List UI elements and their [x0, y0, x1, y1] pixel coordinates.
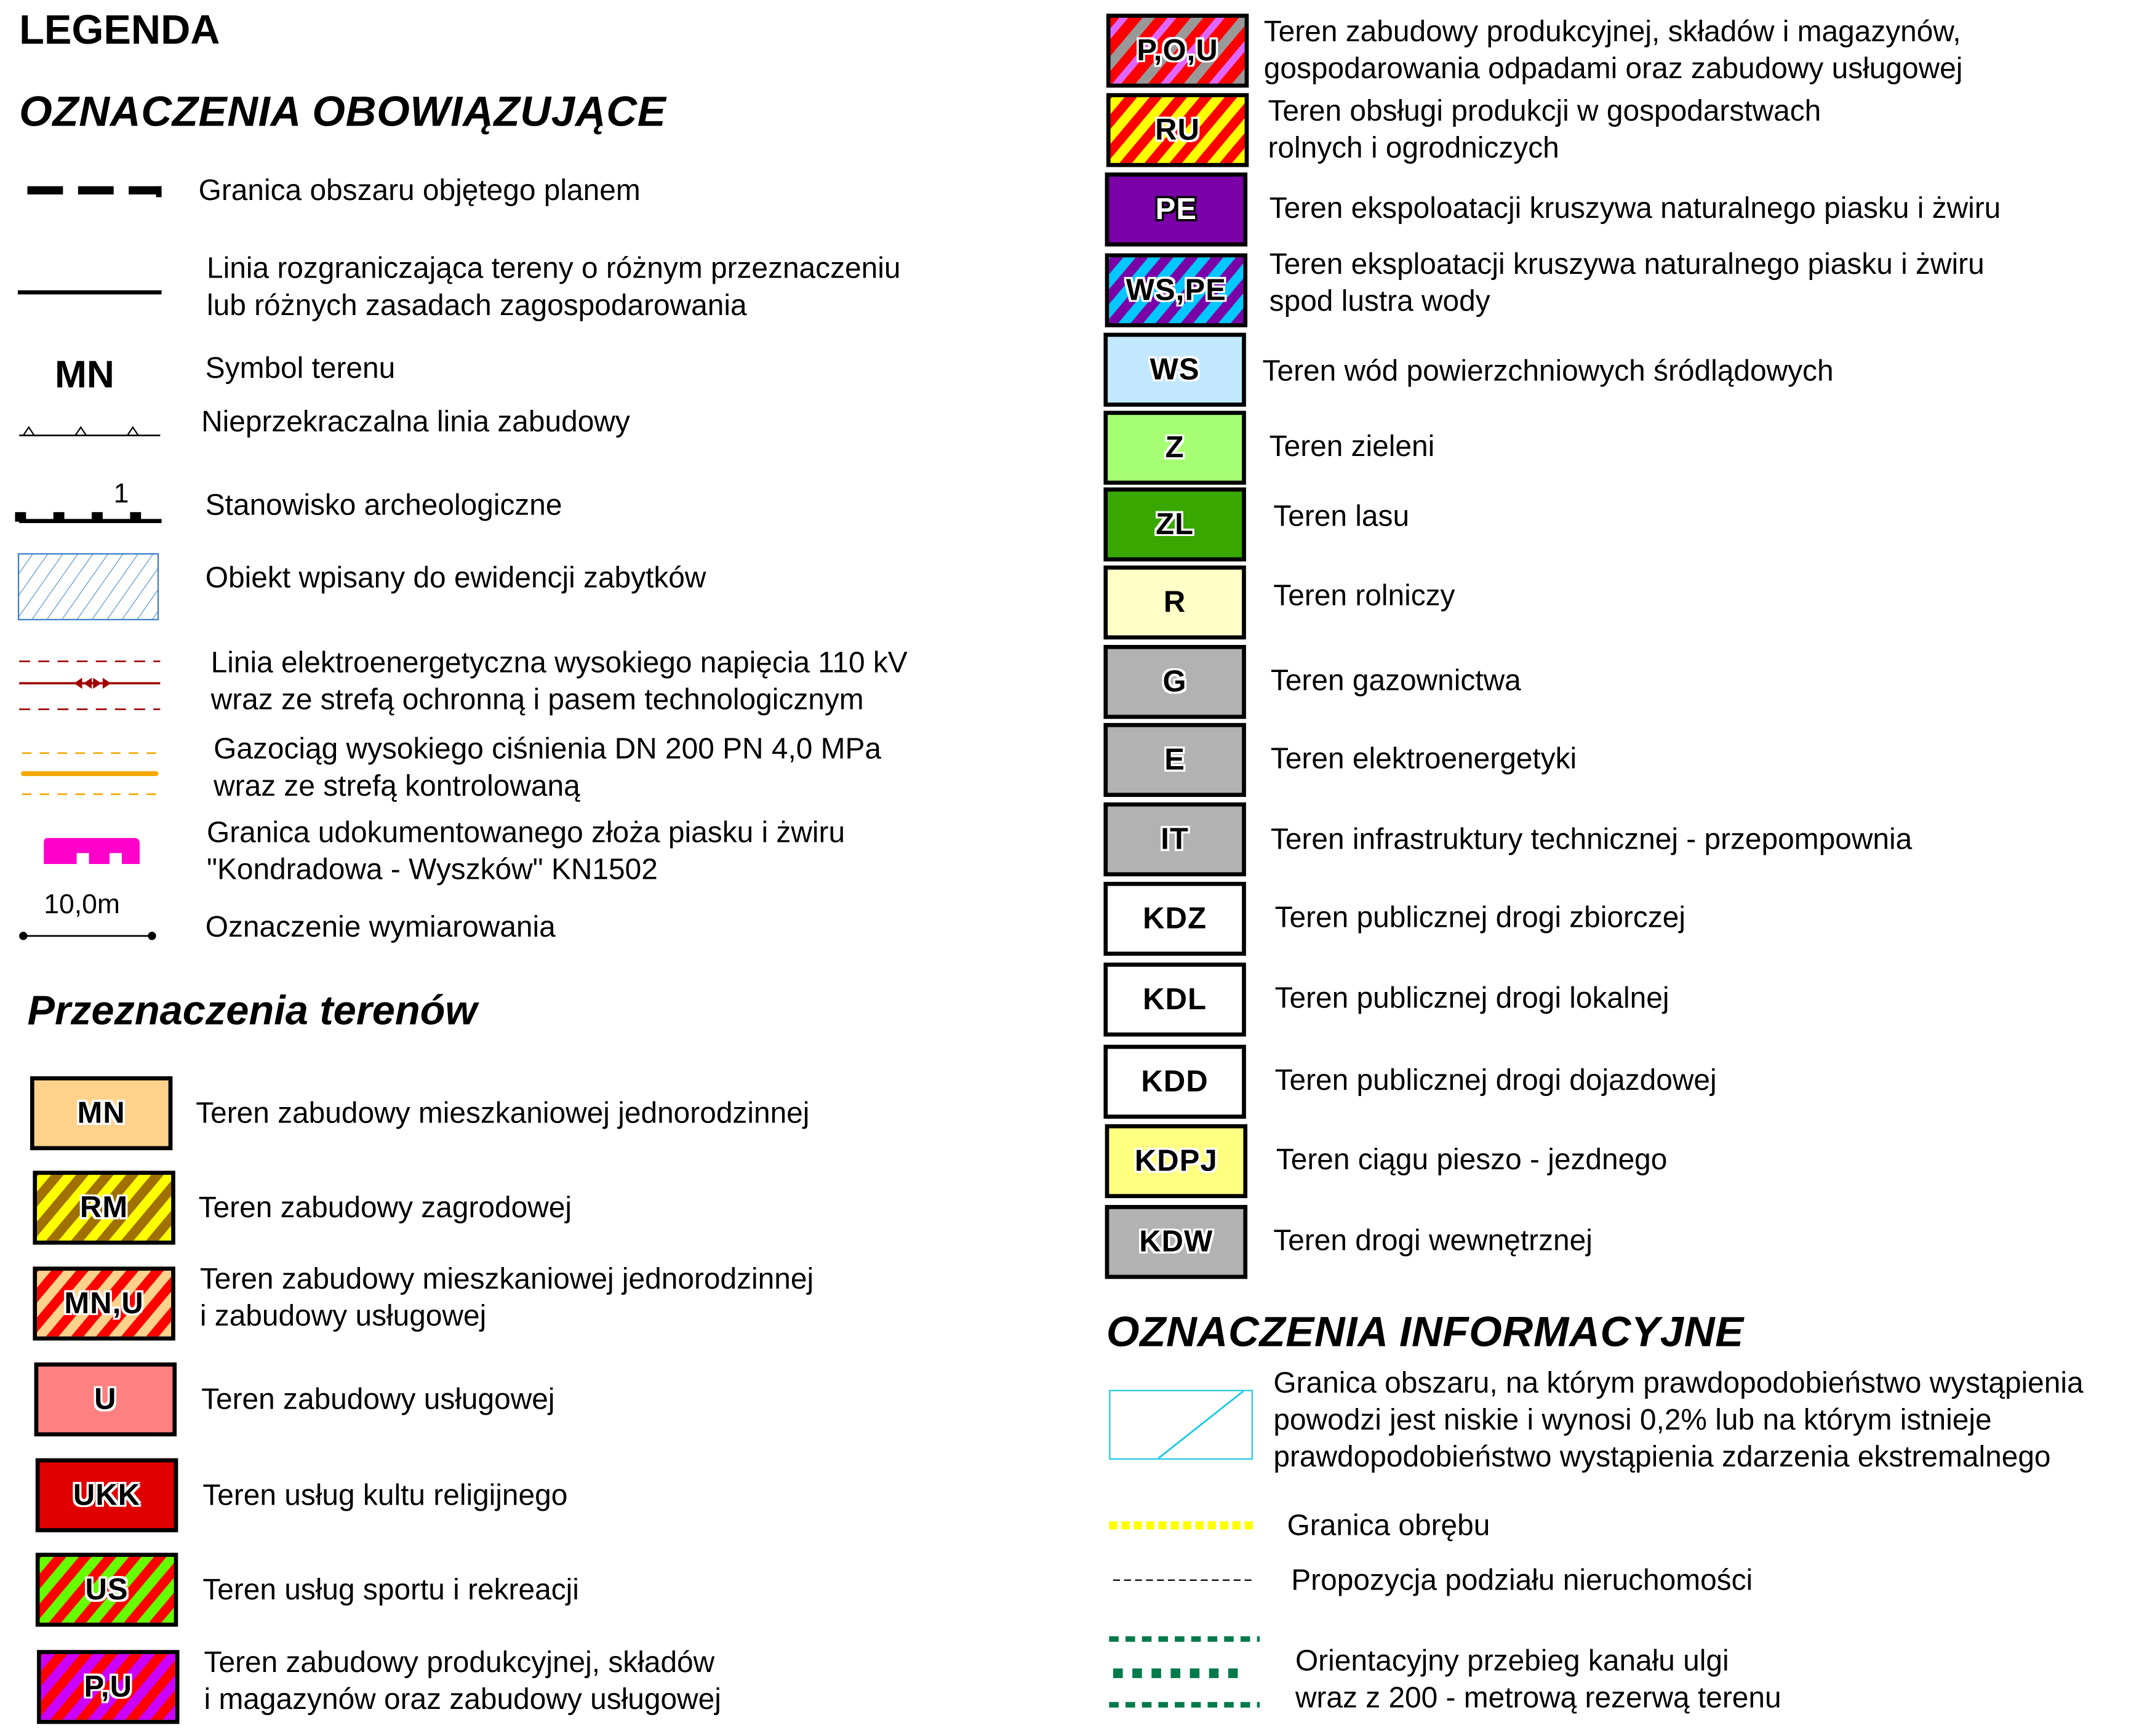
swatch-R: R	[1103, 566, 1245, 639]
property-division-symbol	[1113, 1577, 1255, 1583]
swatch-KDZ: KDZ	[1103, 882, 1245, 956]
legend-label: Teren infrastruktury technicznej - przepompownia	[1270, 823, 1913, 856]
swatch-WS: WS	[1103, 333, 1245, 407]
legend-label: Granica obrębu	[1287, 1509, 1490, 1542]
archaeological-site-number: 1	[113, 479, 129, 510]
legend-label: Teren wód powierzchniowych śródlądowych	[1262, 354, 1834, 388]
power-line-symbol	[19, 657, 161, 714]
binding-section-heading: OZNACZENIA OBOWIĄZUJĄCE	[19, 87, 666, 136]
dimension-value: 10,0m	[44, 890, 120, 921]
legend-label: Obiekt wpisany do ewidencji zabytków	[205, 561, 706, 594]
legend-label: Gazociąg wysokiego ciśnienia DN 200 PN 4,0 MPa wraz ze strefą kontrolowaną	[214, 732, 882, 802]
legend-label: Linia rozgraniczająca tereny o różnym przeznaczeniu lub różnych zasadach zagospodarowania	[206, 252, 901, 322]
legend-label: Propozycja podziału nieruchomości	[1291, 1564, 1753, 1597]
legend-label: Teren publicznej drogi dojazdowej	[1274, 1063, 1717, 1097]
swatch-P-O-U: P,O,U	[1106, 14, 1249, 87]
swatch-KDL: KDL	[1103, 962, 1245, 1036]
legend-label: Teren drogi wewnętrznej	[1273, 1224, 1593, 1257]
legend-label: Symbol terenu	[205, 351, 396, 385]
swatch-KDD: KDD	[1103, 1045, 1245, 1119]
monument-hatch-symbol	[18, 553, 160, 622]
precinct-boundary-symbol	[1109, 1519, 1254, 1532]
swatch-G: G	[1103, 645, 1245, 719]
relief-channel-symbol	[1109, 1632, 1262, 1709]
swatch-RU: RU	[1106, 93, 1249, 167]
legend-label: Teren zabudowy produkcyjnej, składów i magazynów, gospodarowania odpadami oraz zabudowy usługowej	[1263, 15, 1963, 85]
gas-pipeline-symbol	[22, 750, 159, 799]
legend-label: Teren ciągu pieszo - jezdnego	[1276, 1143, 1668, 1177]
legend-label: Teren ekspoloatacji kruszywa naturalnego piasku i żwiru	[1269, 191, 2001, 225]
informational-section-heading: OZNACZENIA INFORMACYJNE	[1106, 1307, 1744, 1356]
legend-label: Teren elektroenergetyki	[1270, 742, 1577, 775]
legend-label: Granica udokumentowanego złoża piasku i żwiru "Kondradowa - Wyszków" KN1502	[206, 816, 846, 886]
swatch-MN: MN	[30, 1076, 172, 1150]
legend-label: Teren zabudowy zagrodowej	[198, 1191, 572, 1225]
dimension-symbol	[18, 930, 160, 943]
legend-label: Teren gazownictwa	[1270, 664, 1521, 697]
legend-label: Teren rolniczy	[1273, 579, 1455, 612]
legend-label: Teren publicznej drogi lokalnej	[1274, 982, 1669, 1015]
swatch-E: E	[1103, 723, 1245, 797]
legend-label: Teren usług kultu religijnego	[202, 1479, 568, 1512]
swatch-Z: Z	[1103, 411, 1245, 485]
flood-risk-area-symbol	[1109, 1390, 1254, 1461]
area-code-symbol: MN	[55, 353, 114, 396]
legend-title: LEGENDA	[19, 8, 220, 54]
swatch-UKK: UKK	[36, 1458, 178, 1532]
legend-label: Teren zabudowy mieszkaniowej jednorodzinnej	[196, 1097, 810, 1130]
swatch-IT: IT	[1103, 802, 1245, 876]
legend-label: Linia elektroenergetyczna wysokiego napięcia 110 kV wraz ze strefą ochronną i pasem technologicznym	[210, 646, 908, 716]
building-line-symbol	[19, 419, 161, 438]
legend-label: Stanowisko archeologiczne	[205, 489, 562, 522]
swatch-RM: RM	[33, 1170, 175, 1244]
land-use-heading: Przeznaczenia terenów	[27, 988, 478, 1034]
swatch-P-U: P,U	[37, 1650, 179, 1724]
legend-label: Teren zabudowy usługowej	[201, 1383, 555, 1416]
swatch-WS-PE: WS,PE	[1105, 254, 1247, 327]
archaeological-site-symbol	[15, 510, 162, 526]
legend-label: Teren zieleni	[1269, 430, 1435, 463]
deposit-boundary-symbol	[44, 838, 142, 866]
legend-label: Teren zabudowy produkcyjnej, składów i magazynów oraz zabudowy usługowej	[204, 1646, 721, 1716]
legend-label: Orientacyjny przebieg kanału ulgi wraz z 200 - metrową rezerwą terenu	[1295, 1644, 1781, 1714]
legend-label: Teren zabudowy mieszkaniowej jednorodzinnej i zabudowy usługowej	[199, 1262, 814, 1333]
swatch-KDW: KDW	[1105, 1205, 1247, 1279]
legend-label: Teren usług sportu i rekreacji	[202, 1573, 579, 1607]
legend-label: Teren lasu	[1273, 500, 1410, 533]
boundary-dashed-symbol	[25, 183, 162, 200]
swatch-ZL: ZL	[1103, 487, 1245, 561]
legend-label: Teren eksploatacji kruszywa naturalnego piasku i żwiru spod lustra wody	[1269, 247, 1985, 318]
legend-label: Teren publicznej drogi zbiorczej	[1274, 901, 1686, 934]
swatch-PE: PE	[1105, 172, 1247, 246]
swatch-MN-U: MN,U	[33, 1266, 175, 1340]
solid-line-symbol	[18, 289, 163, 297]
legend-label: Granica obszaru, na którym prawdopodobieństwo wystąpienia powodzi jest niskie i wynosi 0,2% lub na którym istnieje prawdopodobieństwo wystąpienia zdarzenia ekstremalnego	[1273, 1366, 2084, 1474]
swatch-US: US	[36, 1553, 178, 1626]
legend-label: Granica obszaru objętego planem	[198, 174, 641, 207]
legend-label: Oznaczenie wymiarowania	[205, 910, 556, 944]
swatch-U: U	[34, 1362, 177, 1436]
legend-label: Teren obsługi produkcji w gospodarstwach rolnych i ogrodniczych	[1268, 94, 1821, 165]
swatch-KDPJ: KDPJ	[1105, 1124, 1247, 1198]
legend-label: Nieprzekraczalna linia zabudowy	[201, 405, 630, 439]
